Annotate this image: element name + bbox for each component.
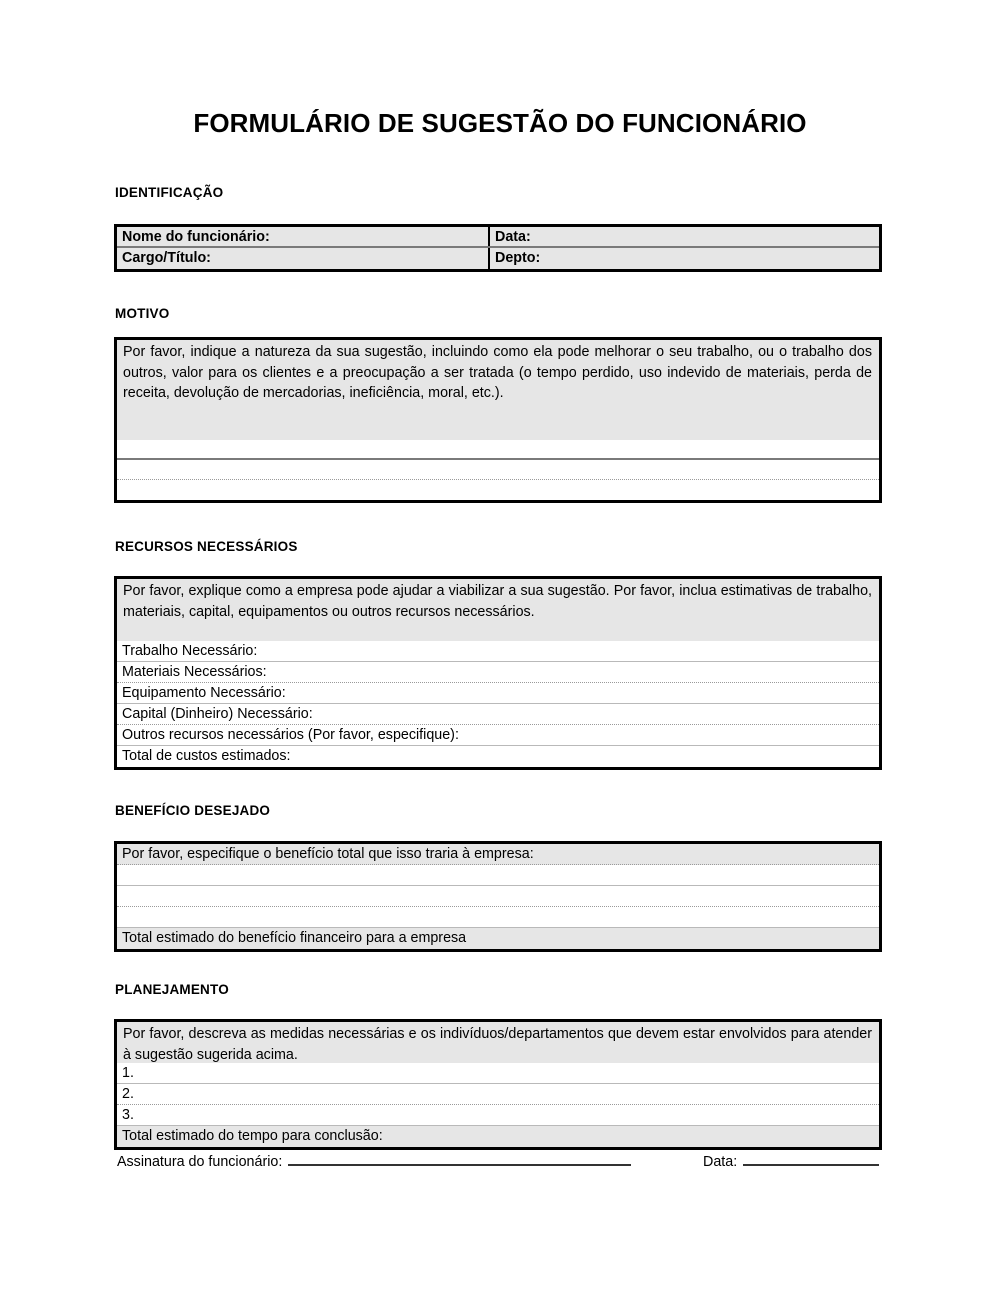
recursos-item-row[interactable]: Outros recursos necessários (Por favor, especifique): bbox=[117, 725, 879, 746]
beneficio-table bbox=[114, 841, 882, 952]
section-heading-motivo: MOTIVO bbox=[115, 306, 170, 321]
motivo-blank-row[interactable] bbox=[117, 480, 879, 500]
recursos-table bbox=[114, 576, 882, 770]
planejamento-table bbox=[114, 1019, 882, 1150]
employee-signature-field[interactable] bbox=[117, 1152, 631, 1172]
motivo-blank-row[interactable] bbox=[117, 460, 879, 480]
beneficio-instructions: Por favor, especifique o benefício total que isso traria à empresa: bbox=[117, 844, 879, 865]
date-rule[interactable] bbox=[743, 1164, 879, 1166]
identification-table bbox=[114, 224, 882, 272]
table-row bbox=[117, 248, 879, 269]
planejamento-step-row[interactable]: 2. bbox=[117, 1084, 879, 1105]
beneficio-blank-row[interactable] bbox=[117, 886, 879, 907]
recursos-item-row[interactable]: Trabalho Necessário: bbox=[117, 641, 879, 662]
motivo-instructions: Por favor, indique a natureza da sua sugestão, incluindo como ela pode melhorar o seu trabalho, ou o trabalho dos outros, valor para os clientes e a preocupação a ser tratada (o tempo perdido, uso indevido de materiais, perda de receita, devolução de mercadorias, ineficiência, moral, etc.). bbox=[117, 340, 879, 440]
recursos-item-row[interactable]: Equipamento Necessário: bbox=[117, 683, 879, 704]
table-row bbox=[117, 227, 879, 248]
section-heading-recursos: RECURSOS NECESSÁRIOS bbox=[115, 539, 298, 554]
signature-date-field[interactable] bbox=[703, 1152, 879, 1172]
date-label: Data: bbox=[495, 229, 531, 245]
planejamento-step-row[interactable]: 1. bbox=[117, 1063, 879, 1084]
beneficio-blank-row[interactable] bbox=[117, 865, 879, 886]
employee-signature-label: Assinatura do funcionário: bbox=[117, 1154, 283, 1170]
department-label: Depto: bbox=[495, 250, 541, 266]
planejamento-instructions: Por favor, descreva as medidas necessárias e os indivíduos/departamentos que devem estar envolvidos para atender à sugestão sugerida acima. bbox=[117, 1022, 879, 1063]
section-heading-planejamento: PLANEJAMENTO bbox=[115, 982, 229, 997]
beneficio-blank-row[interactable] bbox=[117, 907, 879, 928]
recursos-instructions: Por favor, explique como a empresa pode ajudar a viabilizar a sua sugestão. Por favor, inclua estimativas de trabalho, materiais, capital, equipamentos ou outros recursos necessários. bbox=[117, 579, 879, 641]
section-heading-beneficio: BENEFÍCIO DESEJADO bbox=[115, 803, 271, 818]
planejamento-step-row[interactable]: 3. bbox=[117, 1105, 879, 1126]
planejamento-total-row[interactable]: Total estimado do tempo para conclusão: bbox=[117, 1126, 879, 1147]
recursos-item-row[interactable]: Capital (Dinheiro) Necessário: bbox=[117, 704, 879, 725]
page-title: FORMULÁRIO DE SUGESTÃO DO FUNCIONÁRIO bbox=[193, 108, 807, 138]
signature-rule[interactable] bbox=[288, 1164, 631, 1166]
motivo-table bbox=[114, 337, 882, 503]
job-title-label: Cargo/Título: bbox=[117, 248, 490, 269]
section-heading-identificacao: IDENTIFICAÇÃO bbox=[115, 185, 224, 200]
beneficio-total-row[interactable]: Total estimado do benefício financeiro para a empresa bbox=[117, 928, 879, 949]
recursos-item-row[interactable]: Materiais Necessários: bbox=[117, 662, 879, 683]
recursos-total-row[interactable]: Total de custos estimados: bbox=[117, 746, 879, 767]
employee-name-label: Nome do funcionário: bbox=[117, 227, 490, 246]
signature-date-label: Data: bbox=[703, 1154, 738, 1170]
motivo-blank-row[interactable] bbox=[117, 440, 879, 460]
